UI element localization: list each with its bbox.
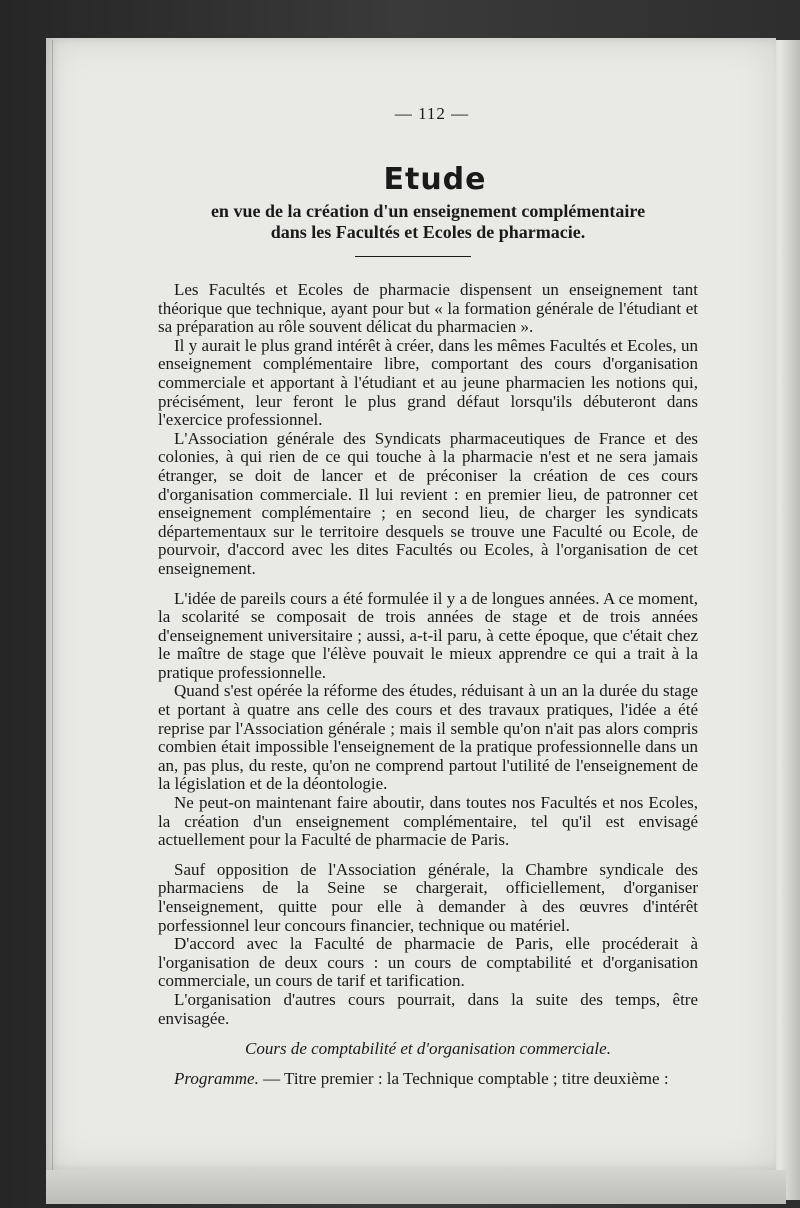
article-body [158, 281, 698, 1088]
page-number: — 112 — [394, 104, 470, 123]
programme-text: — Titre premier : la Technique comptable ; titre deuxième : [258, 1068, 669, 1088]
programme-line [158, 1070, 698, 1089]
paragraph: Quand s'est opérée la réforme des études, réduisant à un an la durée du stage et portant à quatre ans celle des cours et des travaux pratiques, l'idée a été reprise par l'Association générale ; mais il semble qu'on n'ait pas alors compris combien était impossible l'enseignement de la pratique professionnelle dans un an, pas plus, du reste, qu'on ne comprend partout l'utilité de l'enseignement de la législation et de la déontologie. [158, 681, 698, 794]
paragraph: Ne peut-on maintenant faire aboutir, dans toutes nos Facultés et nos Ecoles, la création d'un enseignement complémentaire, tel qu'il est envisagé actuellement pour la Faculté de pharmacie de Paris. [158, 793, 698, 850]
programme-label: Programme. [174, 1068, 259, 1088]
binding-line [52, 40, 53, 1170]
paragraph: L'Association générale des Syndicats pharmaceutiques de France et des colonies, à qui rien de ce qui touche à la pharmacie n'est et ne sera jamais étranger, se doit de lancer et de préconiser la création de ces cours d'organisation commerciale. Il lui revient : en premier lieu, de patronner cet enseignement complémentaire ; en second lieu, de charger les syndicats départementaux sur le territoire desquels se trouve une Faculté ou Ecole, de pourvoir, d'accord avec les dites Facultés ou Ecoles, à l'organisation de cet enseignement. [158, 428, 698, 578]
paragraph: Les Facultés et Ecoles de pharmacie dispensent un enseignement tant théorique que technique, ayant pour but « la formation générale de l'étudiant et sa préparation au rôle souvent délicat du pharmacien ». [158, 280, 698, 337]
paragraph: D'accord avec la Faculté de pharmacie de Paris, elle procéderait à l'organisation de deux cours : un cours de comptabilité et d'organisation commerciale, un cours de tarif et tarification. [158, 934, 698, 991]
section-heading: Cours de comptabilité et d'organisation commerciale. [245, 1039, 611, 1059]
page-bottom-edge [46, 1170, 786, 1204]
paragraph: Il y aurait le plus grand intérêt à créer, dans les mêmes Facultés et Ecoles, un enseignement complémentaire libre, comportant des cours d'organisation commerciale et apportant à l'étudiant et au jeune pharmacien les notions qui, précisément, leur feront le plus grand défaut lorsqu'ils débuteront dans l'exercice professionnel. [158, 335, 698, 430]
paragraph: L'idée de pareils cours a été formulée il y a de longues années. A ce moment, la scolarité se composait de trois années de stage et de trois années d'enseignement universitaire ; aussi, a-t-il paru, à cette époque, que c'était chez le maître de stage que l'élève pouvait le mieux apprendre ce qui a trait à la pratique professionnelle. [158, 588, 698, 682]
paragraph: Sauf opposition de l'Association générale, la Chambre syndicale des pharmaciens de la Seine se chargerait, officiellement, d'organiser l'enseignement, quitte pour elle à demander à des œuvres d'intérêt porfessionnel leur concours financier, technique ou matériel. [158, 859, 698, 935]
page-content [158, 104, 698, 1088]
article-subtitle-line-1: en vue de la création d'un enseignement complémentaire [210, 201, 646, 221]
article-title: Etude [383, 162, 487, 197]
article-subtitle-line-2: dans les Facultés et Ecoles de pharmacie. [270, 222, 586, 242]
title-divider [355, 256, 471, 257]
paragraph: L'organisation d'autres cours pourrait, dans la suite des temps, être envisagée. [158, 989, 698, 1028]
